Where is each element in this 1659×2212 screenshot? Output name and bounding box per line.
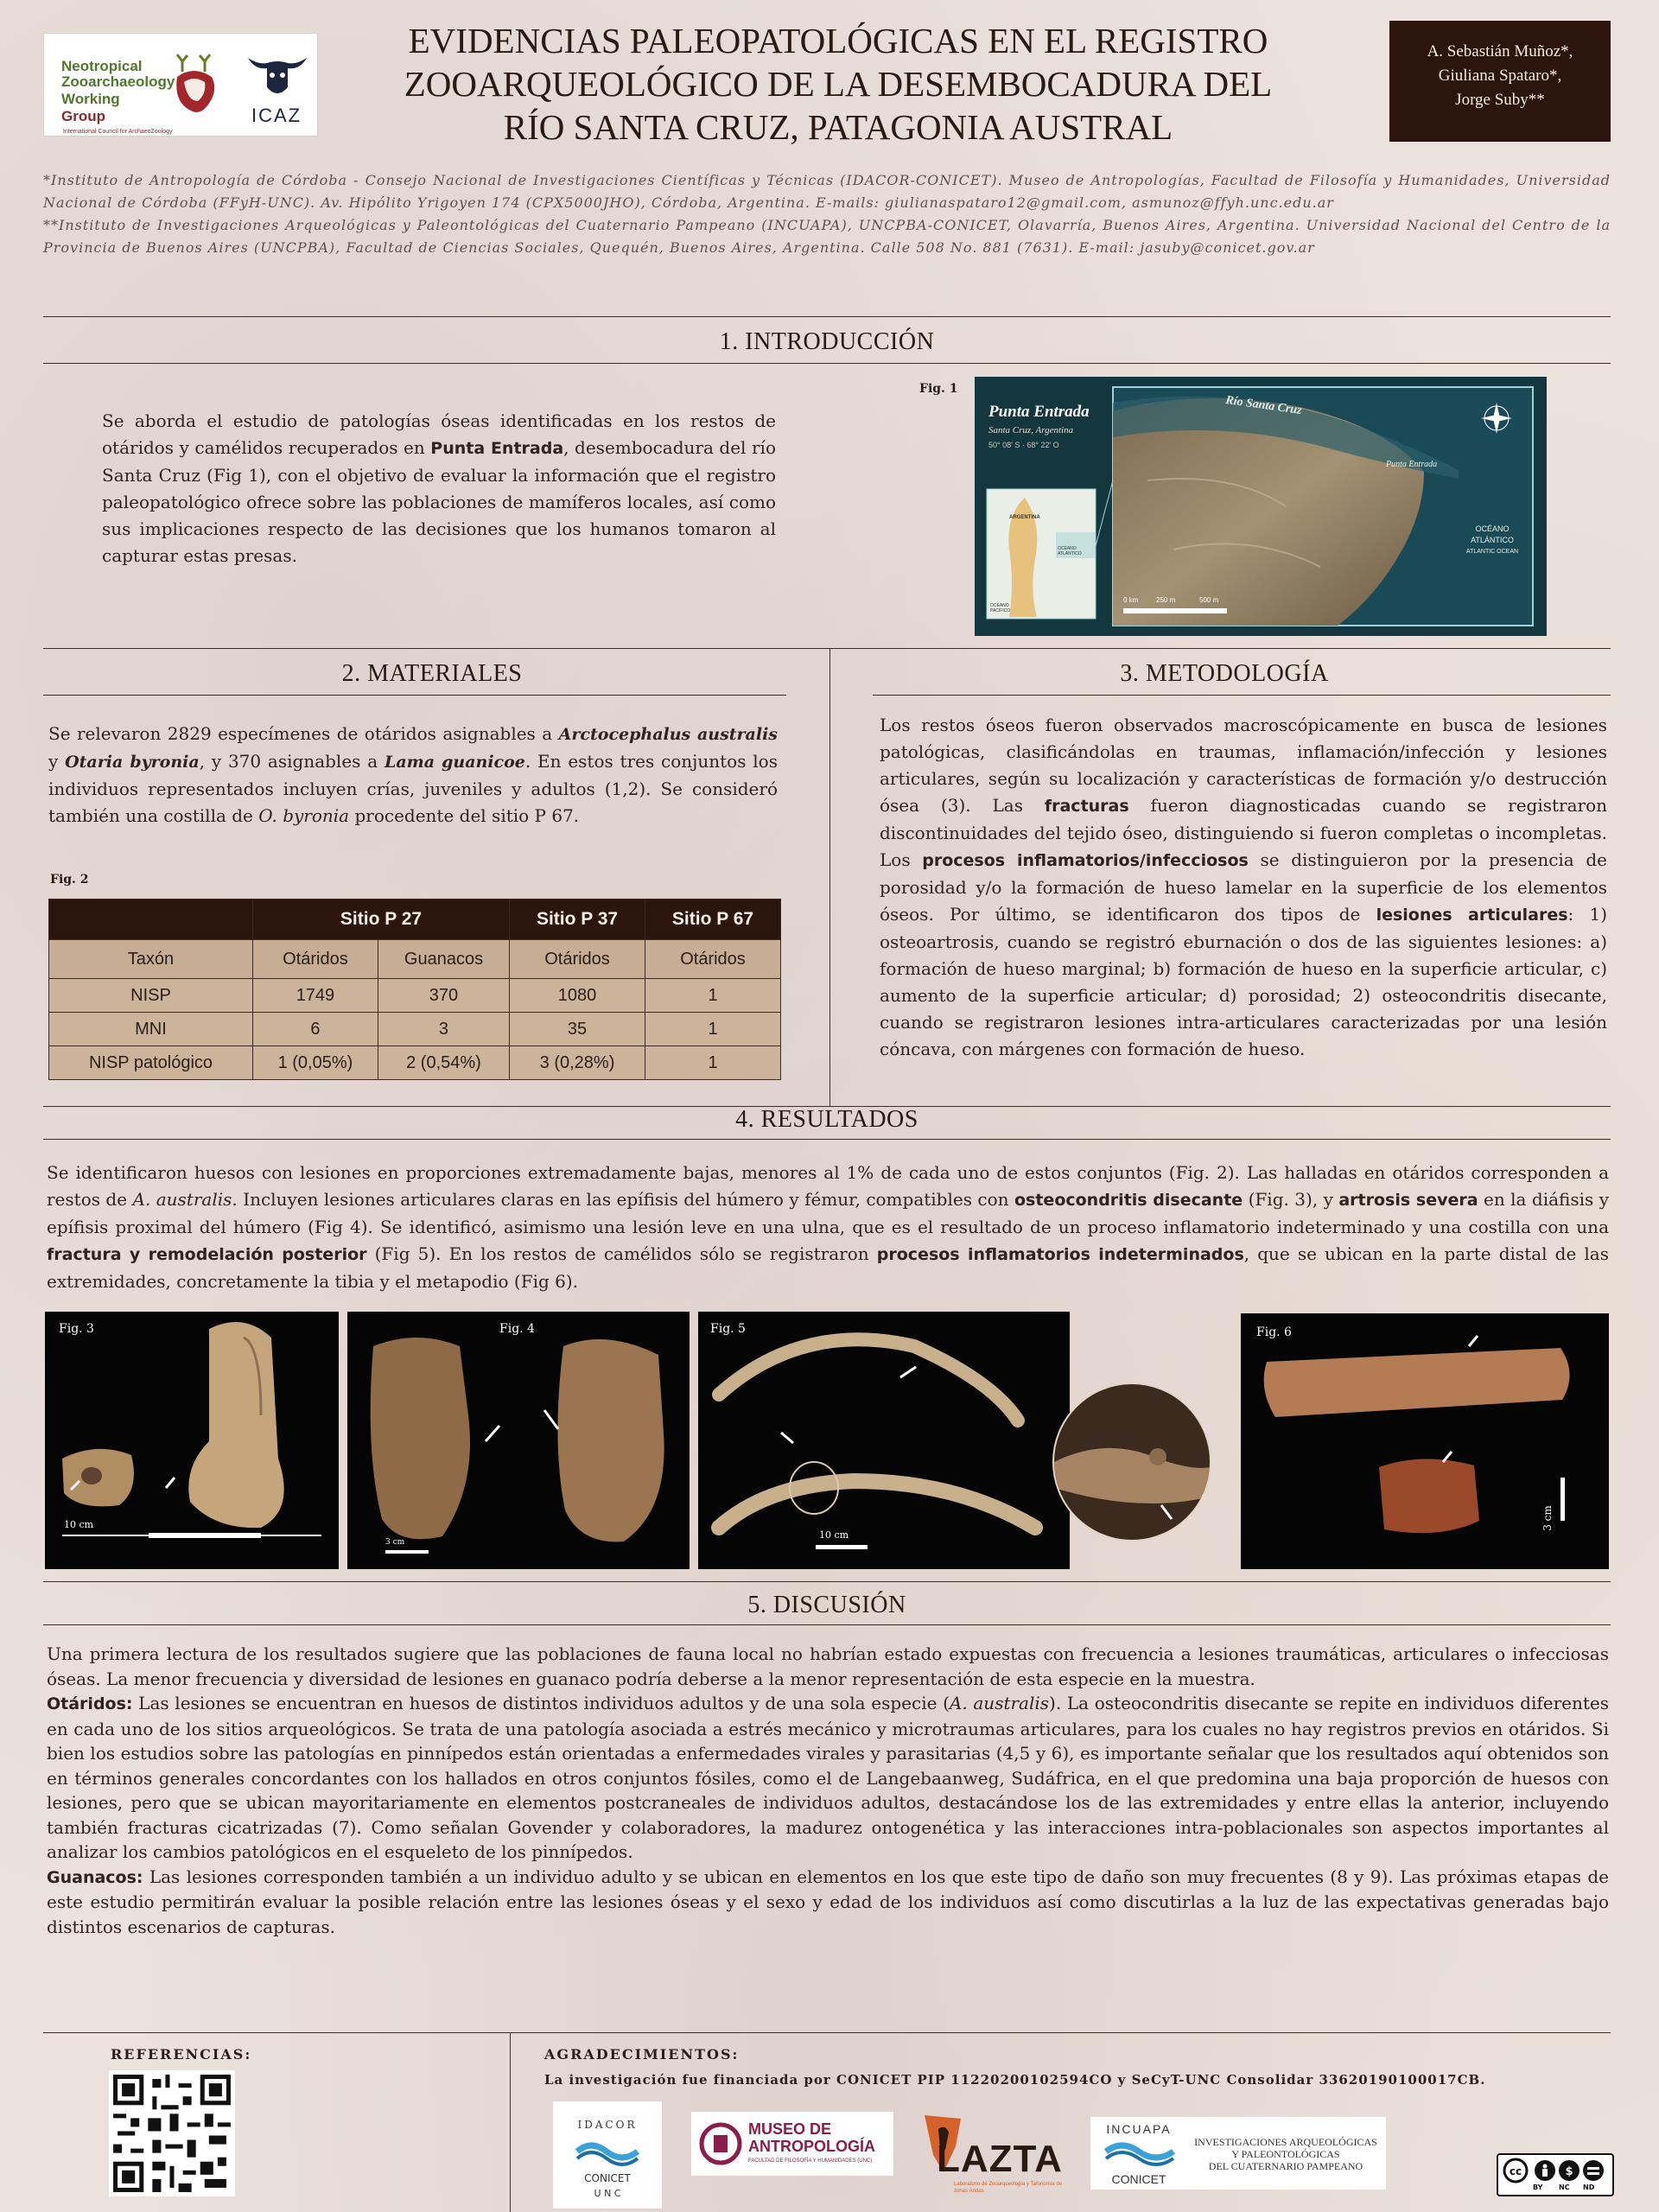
affiliations <box>43 169 1611 259</box>
femur-humerus-image <box>45 1312 339 1569</box>
intro-paragraph: Se aborda el estudio de patologías óseas identificadas en los restos de otáridos y camélidos recuperados en Punta Entrada, desembocadura del río Santa Cruz (Fig 1), con el objetivo de evaluar la información que el registro paleopatológico ofrece sobre las poblaciones de mamíferos locales, así como sus implicaciones respecto de las decisiones que los humanos tomaron al capturar estas presas. <box>102 410 776 566</box>
divider <box>873 695 1611 696</box>
author: A. Sebastián Muñoz*, <box>1427 42 1573 60</box>
study-area-map <box>975 377 1547 636</box>
fig3-scale: 10 cm <box>64 1519 94 1530</box>
map-coords: 50° 08' S · 68° 22' O <box>988 441 1059 449</box>
logo-text: Neotropical <box>61 58 143 74</box>
section-title-materiales: 2. MATERIALES <box>341 660 523 687</box>
map-subtitle: Santa Cruz, Argentina <box>988 425 1074 435</box>
sample-table <box>48 899 781 1080</box>
fig2-label: Fig. 2 <box>50 873 89 887</box>
discusion-paragraph: Una primera lectura de los resultados sugiere que las poblaciones de fauna local no habrían estado expuestas con frecuencia a lesiones traumáticas, articulares o infecciosas óseas. La menor frecuencia y diversidad de lesiones en guanaco podría deberse a la menor representación de esta especie en la muestra. Otáridos: Las lesiones se encuentran en huesos de distintos individuos adultos y de una sola especie (A. australis). La osteocondritis disecante se repite en individuos diferentes en cada uno de los sitios arqueológicos. Se trata de una patología asociada a estrés mecánico y microtraumas articulares, para los cuales no hay registros previos en otáridos. Si bien los estudios sobre las patologías en pinnípedos están orientadas a enfermedades virales y parasitarias (4,5 y 6), es importante señalar que los resultados aquí obtenidos son en términos generales concordantes con los hallados en otros conjuntos fósiles, como el de Langebaanweg, Sudáfrica, en el que predomina una baja proporción de huesos con lesiones, pero que se ubican mayoritariamente en elementos postcraneales de individuos adultos, destacándose los de las extremidades y entre ellas la anterior, incluyendo también fracturas cicatrizadas (7). Como señalan Govender y colaboradores, la madurez ontogenética y las interacciones intra-poblacionales son aspectos importantes al analizar los cambios patológicos en el esqueleto de los pinnípedos. Guanacos: Las lesiones corresponden también a un individuo adulto y se ubican en elementos en los que este tipo de daño son muy frecuentes (8 y 9). Las próximas etapas de este estudio permitirán evaluar la posible relación entre las lesiones óseas y el sexo y edad de los individuos así como discutirlas a la luz de las expectativas generadas bajo distintos escenarios de capturas. <box>47 1643 1610 1937</box>
table-header-cell: Sitio P 37 <box>510 899 645 940</box>
authors-box <box>1389 21 1611 142</box>
license-badge[interactable]: cc $ BY NC ND <box>1497 2153 1614 2196</box>
map-ocean-label: OCÉANO ATLÁNTICO ATLANTIC OCEAN <box>1465 524 1519 555</box>
qr-icon <box>109 2070 235 2196</box>
section-title-discusion: 5. DISCUSIÓN <box>747 1592 906 1618</box>
deer-icon <box>165 53 226 118</box>
table-cell: 1 <box>645 1013 781 1046</box>
table-header-cell: Otáridos <box>252 940 378 979</box>
map-place: Punta Entrada <box>988 403 1090 421</box>
table-cell: 1749 <box>252 979 378 1013</box>
wave-icon <box>574 2136 641 2167</box>
table-header-cell: Otáridos <box>510 940 645 979</box>
table-cell: NISP <box>49 979 253 1013</box>
inset-label: ARGENTINA <box>1009 515 1040 520</box>
table-header-cell: Guanacos <box>378 940 509 979</box>
table-cell: 35 <box>510 1013 645 1046</box>
inset-label: OCÉANO ATLÁNTICO <box>1058 546 1082 556</box>
fig1-label: Fig. 1 <box>919 382 958 396</box>
column-divider <box>510 2032 511 2212</box>
table-cell: 3 (0,28%) <box>510 1046 645 1080</box>
map-site-label: Punta Entrada <box>1386 460 1438 469</box>
title-line: RÍO SANTA CRUZ, PATAGONIA AUSTRAL <box>503 107 1173 147</box>
svg-text:$: $ <box>1565 2165 1573 2178</box>
scale-label: 250 m <box>1156 596 1176 604</box>
title-line: EVIDENCIAS PALEOPATOLÓGICAS EN EL REGISTRO <box>408 21 1268 60</box>
icaz-label: ICAZ <box>251 105 302 126</box>
divider <box>43 2032 1611 2033</box>
table-header-cell: Sitio P 27 <box>252 899 509 940</box>
incuapa-text: INVESTIGACIONES ARQUEOLÓGICAS Y PALEONTOLÓGICAS DEL CUATERNARIO PAMPEANO <box>1194 2136 1377 2172</box>
references-label: REFERENCIAS: <box>111 2046 252 2063</box>
materiales-paragraph: Se relevaron 2829 especímenes de otáridos asignables a Arctocephalus australis y Otaria byronia, y 370 asignables a Lama guanicoe. En estos tres conjuntos los individuos representados incluyen crías, juveniles y adultos (1,2). Se consideró también una costilla de O. byronia procedente del sitio P 67. <box>48 723 779 826</box>
fig4-photo <box>347 1312 690 1569</box>
poster-title <box>346 19 1331 149</box>
table-cell: 1080 <box>510 979 645 1013</box>
table-cell: 2 (0,54%) <box>378 1046 509 1080</box>
fig5-label: Fig. 5 <box>710 1322 746 1336</box>
table-cell: 3 <box>378 1013 509 1046</box>
museum-icon <box>698 2120 743 2167</box>
resultados-paragraph: Se identificaron huesos con lesiones en proporciones extremadamente bajas, menores al 1% de cada uno de estos conjuntos (Fig. 2). Las halladas en otáridos corresponden a restos de A. australis. Incluyen lesiones articulares claras en las epífisis del húmero y fémur, compatibles con osteocondritis disecante (Fig. 3), y artrosis severa en la diáfisis y epífisis proximal del húmero (Fig 4). Se identificó, asimismo una lesión leve en una ulna, que es el resultado de un proceso inflamatorio indeterminado y una costilla con una fractura y remodelación posterior (Fig 5). En los restos de camélidos sólo se registraron procesos inflamatorios indeterminados, que se ubican en la parte distal de las extremidades, concretamente la tibia y el metapodio (Fig 6). <box>47 1162 1610 1292</box>
author: Jorge Suby** <box>1455 91 1545 109</box>
table-cell: 370 <box>378 979 509 1013</box>
tibia-metapodium-image <box>1241 1313 1609 1569</box>
idacor-logo: IDACOR CONICET U N C <box>553 2101 662 2209</box>
incuapa-logo: INCUAPA CONICET INVESTIGACIONES ARQUEOLÓGICAS Y PALEONTOLÓGICAS DEL CUATERNARIO PAMPEANO <box>1090 2117 1386 2190</box>
table-header-cell: Sitio P 67 <box>645 899 781 940</box>
divider <box>43 1581 1611 1582</box>
table-row <box>49 1013 781 1046</box>
fig4-label: Fig. 4 <box>499 1322 535 1336</box>
acknowledgments-text: La investigación fue financiada por CONICET PIP 11220200102594CO y SeCyT-UNC Consolidar 33620190100017CB. <box>544 2072 1486 2088</box>
table-site-row <box>49 899 781 940</box>
table-taxon-row <box>49 940 781 979</box>
fig4-scale: 3 cm <box>385 1538 405 1547</box>
table-cell: 6 <box>252 1013 378 1046</box>
scale-label: 500 m <box>1199 596 1219 604</box>
fig6-scale: 3 cm <box>1541 1505 1554 1531</box>
logo-text: Zooarchaeology <box>61 73 175 90</box>
cc-icon <box>1502 2158 1609 2183</box>
table-header-cell <box>49 899 253 940</box>
humerus-image <box>347 1312 690 1569</box>
fig5-scale: 10 cm <box>819 1529 849 1541</box>
title-line: ZOOARQUEOLÓGICO DE LA DESEMBOCADURA DEL <box>404 64 1273 104</box>
nzwg-logo <box>54 46 219 135</box>
section-title-intro: 1. INTRODUCCIÓN <box>719 328 935 355</box>
fig3-label: Fig. 3 <box>59 1322 94 1336</box>
logo-text: Group <box>61 108 105 124</box>
affiliation-1: *Instituto de Antropología de Córdoba - Consejo Nacional de Investigaciones Científicas y Técnicas (IDACOR-CONICET). Museo de Antropologías, Facultad de Filosofía y Humanidades, Universidad Nacional de Córdoba (FFyH-UNC). Av. Hipólito Yrigoyen 174 (CPX5000JHO), Córdoba, Argentina. E-mails: giulianaspataro12@gmail.com, asmunoz@ffyh.unc.edu.ar <box>43 172 1611 211</box>
section-title-resultados: 4. RESULTADOS <box>735 1106 918 1133</box>
map-river-label: Río Santa Cruz <box>1224 393 1303 418</box>
table-header-cell: Otáridos <box>645 940 781 979</box>
acknowledgments-label: AGRADECIMIENTOS: <box>544 2046 740 2063</box>
fig5-photo <box>698 1312 1070 1569</box>
fig3-photo <box>45 1312 339 1569</box>
icaz-logo <box>243 51 312 129</box>
museo-antropologia-logo: MUSEO DE ANTROPOLOGÍA FACULTAD DE FILOSOFÍA Y HUMANIDADES (UNC) <box>691 2112 893 2176</box>
divider <box>43 1624 1611 1625</box>
logo-panel <box>43 33 318 137</box>
section-title-metodologia: 3. METODOLOGÍA <box>1120 660 1329 687</box>
divider <box>43 316 1611 317</box>
affiliation-2: **Instituto de Investigaciones Arqueológicas y Paleontológicas del Cuaternario Pampeano (INCUAPA), UNCPBA-CONICET, Olavarría, Buenos Aires, Argentina. Universidad Nacional del Centro de la Provincia de Buenos Aires (UNCPBA), Facultad de Ciencias Sociales, Quequén, Buenos Aires, Argentina. Calle 508 No. 881 (7631). E-mail: jasuby@conicet.gov.ar <box>43 217 1611 256</box>
bull-skull-icon <box>243 51 312 103</box>
svg-text:cc: cc <box>1509 2165 1522 2177</box>
divider <box>43 648 1611 649</box>
divider <box>43 695 786 696</box>
fig6-label: Fig. 6 <box>1256 1325 1292 1339</box>
references-qr-code[interactable] <box>109 2070 235 2196</box>
wave-icon <box>1103 2138 1177 2169</box>
lazta-logo: LAZTA Laboratorio de Zooarqueología y Tafonomía de zonas Áridas <box>916 2112 1063 2202</box>
scale-label: 0 km <box>1123 596 1139 604</box>
table-cell: MNI <box>49 1013 253 1046</box>
table-cell: NISP patológico <box>49 1046 253 1080</box>
divider <box>43 363 1611 364</box>
table-header-cell: Taxón <box>49 940 253 979</box>
divider <box>43 1139 1611 1140</box>
table-row <box>49 979 781 1013</box>
table-row <box>49 1046 781 1080</box>
metodologia-paragraph: Los restos óseos fueron observados macroscópicamente en busca de lesiones patológicas, clasificándolas en traumas, inflamación/infección y lesiones articulares, según su localización y características de formación y/o destrucción ósea (3). Las fracturas fueron diagnosticadas cuando se registraron discontinuidades del tejido óseo, distinguiendo si fueron completas o incompletas. Los procesos inflamatorios/infecciosos se distinguieron por la presencia de porosidad y/o la formación de hueso lamelar en la superficie de los elementos óseos. Por último, se identificaron dos tipos de lesiones articulares: 1) osteoartrosis, cuando se registró eburnación o dos de las siguientes lesiones: a) formación de hueso marginal; b) formación de hueso en la superficie articular, c) aumento de la superficie articular; d) porosidad; 2) osteocondritis disecante, cuando se registraron lesiones intra-articulares caracterizadas por una lesión cóncava, con márgenes con formación de hueso. <box>880 715 1608 1059</box>
author: Giuliana Spataro*, <box>1438 67 1562 85</box>
logo-text: Working <box>61 91 120 107</box>
table-cell: 1 <box>645 979 781 1013</box>
fig6-photo <box>1241 1313 1609 1569</box>
rib-image <box>698 1312 1070 1569</box>
logo-text: International Council for ArchaeoZoology <box>63 129 173 135</box>
inset-label: OCÉANO PACÍFICO <box>990 603 1011 613</box>
table-cell: 1 (0,05%) <box>252 1046 378 1080</box>
fig5-zoom-inset <box>1052 1382 1211 1541</box>
rib-detail-image <box>1054 1384 1210 1540</box>
table-cell: 1 <box>645 1046 781 1080</box>
